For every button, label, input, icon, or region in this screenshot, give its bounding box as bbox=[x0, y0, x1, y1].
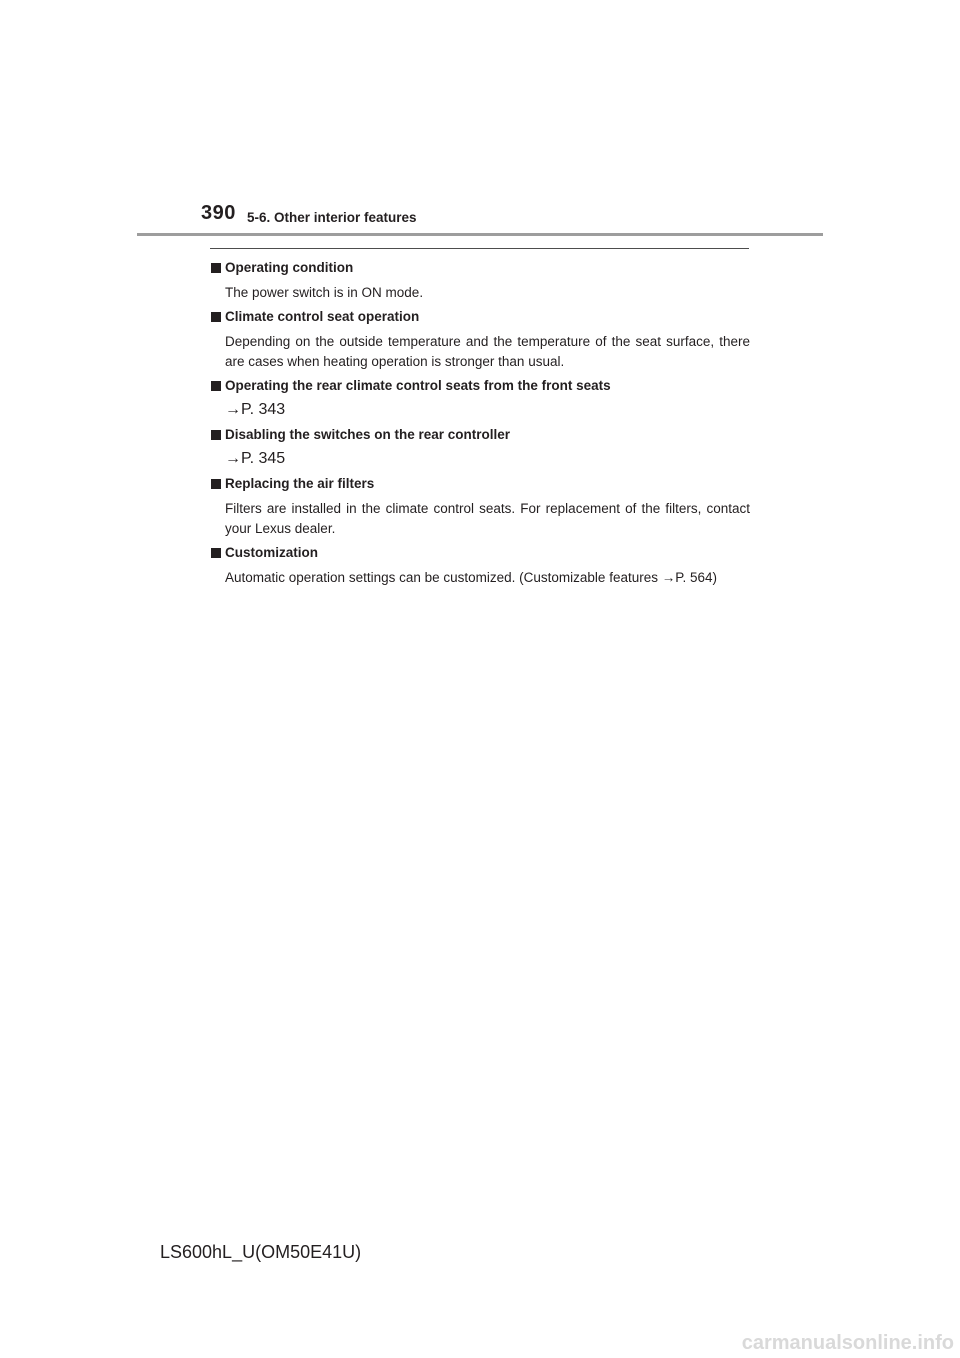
item-heading: Operating condition bbox=[225, 260, 354, 275]
item-heading: Disabling the switches on the rear controller bbox=[225, 427, 511, 442]
content-rule bbox=[210, 248, 749, 249]
section-title: 5-6. Other interior features bbox=[247, 210, 417, 225]
square-bullet-icon bbox=[211, 430, 221, 440]
item-climate-control-seat-operation bbox=[210, 307, 750, 372]
item-heading: Customization bbox=[225, 545, 318, 560]
item-body: Depending on the outside temperature and the temperature of the seat surface, there are cases when heating operation is stronger than usual. bbox=[225, 334, 750, 369]
item-replacing-air-filters bbox=[210, 474, 750, 539]
square-bullet-icon bbox=[211, 381, 221, 391]
footer-model-code: LS600hL_U(OM50E41U) bbox=[160, 1242, 362, 1262]
content-area bbox=[210, 258, 750, 592]
item-body: Automatic operation settings can be customized. (Customizable features →P. 564) bbox=[225, 570, 718, 585]
item-heading: Replacing the air filters bbox=[225, 476, 375, 491]
item-customization bbox=[210, 543, 750, 588]
item-body: The power switch is in ON mode. bbox=[225, 285, 424, 300]
square-bullet-icon bbox=[211, 479, 221, 489]
square-bullet-icon bbox=[211, 263, 221, 273]
watermark: carmanualsonline.info bbox=[741, 1332, 954, 1354]
header-rule bbox=[137, 233, 823, 236]
page-reference-link[interactable]: →P. 345 bbox=[225, 450, 286, 467]
item-heading: Operating the rear climate control seats from the front seats bbox=[225, 378, 611, 393]
item-body: Filters are installed in the climate control seats. For replacement of the filters, contact your Lexus dealer. bbox=[225, 501, 750, 536]
item-rear-seats-from-front bbox=[210, 376, 750, 421]
item-disabling-switches bbox=[210, 425, 750, 470]
square-bullet-icon bbox=[211, 312, 221, 322]
item-operating-condition bbox=[210, 258, 750, 303]
item-heading: Climate control seat operation bbox=[225, 309, 420, 324]
page-reference-link[interactable]: →P. 343 bbox=[225, 401, 286, 418]
page-number: 390 bbox=[201, 202, 236, 224]
square-bullet-icon bbox=[211, 548, 221, 558]
